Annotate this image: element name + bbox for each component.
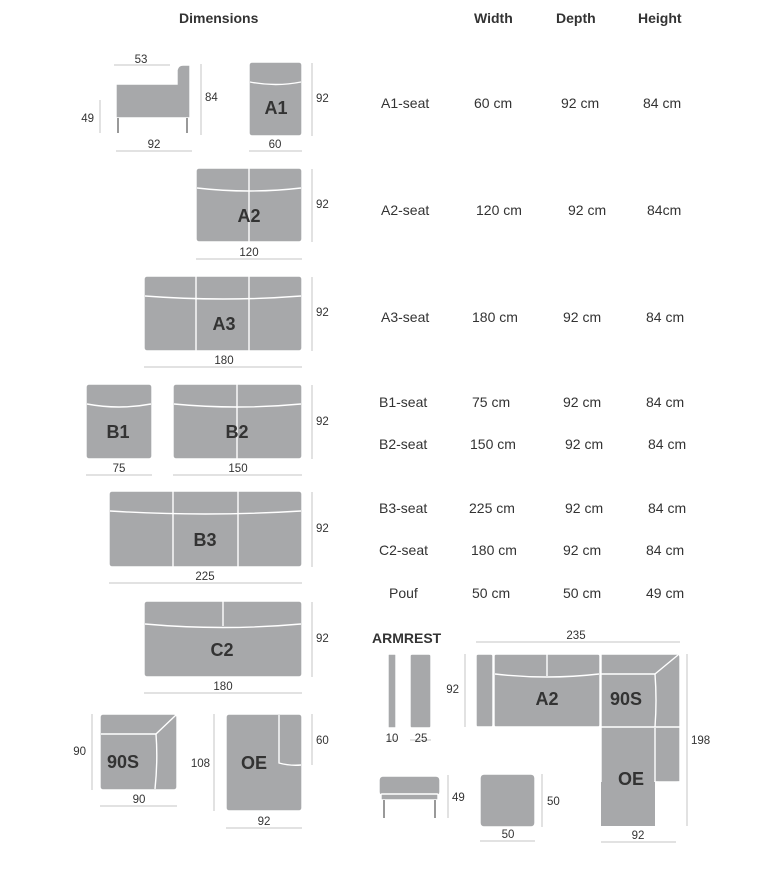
dim-label: 53 <box>134 54 148 66</box>
module-label: C2 <box>210 640 234 660</box>
row-width: 150 cm <box>470 436 516 452</box>
row-height: 84 cm <box>646 394 685 410</box>
c2-module-drawing <box>144 601 329 693</box>
dim-label: 92 <box>257 816 271 828</box>
dim-label: 90 <box>132 794 146 806</box>
a3-module-drawing <box>144 276 329 367</box>
row-width: 180 cm <box>471 542 517 558</box>
row-width: 120 cm <box>476 202 522 218</box>
row-depth: 92 cm <box>563 394 602 410</box>
dim-label: 92 <box>316 633 329 645</box>
row-depth: 92 cm <box>563 542 602 558</box>
dim-label: 92 <box>446 684 459 696</box>
row-width: 60 cm <box>474 95 513 111</box>
module-label: 90S <box>609 689 643 709</box>
dim-label: 180 <box>213 681 233 693</box>
row-name: A3-seat <box>381 309 430 325</box>
row-name: A1-seat <box>381 95 430 111</box>
dim-label: 150 <box>228 463 248 475</box>
row-name: B2-seat <box>379 436 428 452</box>
depth-header: Depth <box>556 10 596 26</box>
dim-label: 92 <box>631 830 645 842</box>
width-header: Width <box>474 10 513 26</box>
module-label: B1 <box>106 422 130 442</box>
90s-module-drawing <box>73 714 177 806</box>
dim-label: 235 <box>566 630 586 642</box>
row-depth: 92 cm <box>565 500 604 516</box>
pouf-top-drawing <box>480 774 560 841</box>
module-label: A2 <box>237 206 261 226</box>
dim-label: 25 <box>414 733 428 745</box>
dimensions-header: Dimensions <box>179 10 259 26</box>
dim-label: 180 <box>214 355 234 367</box>
dim-label: 90 <box>73 746 86 758</box>
armrest-drawing <box>386 654 431 745</box>
dim-label: 50 <box>547 796 560 808</box>
dim-label: 60 <box>268 139 282 151</box>
row-height: 84 cm <box>646 309 685 325</box>
side-profile-drawing <box>81 54 218 151</box>
row-height: 84 cm <box>643 95 682 111</box>
row-depth: 92 cm <box>563 309 602 325</box>
armrest-title: ARMREST <box>372 630 442 646</box>
dim-label: 50 <box>501 829 515 841</box>
dim-label: 108 <box>190 758 210 770</box>
a1-module-drawing <box>249 62 329 151</box>
dim-label: 225 <box>195 571 215 583</box>
row-name: Pouf <box>389 585 418 601</box>
dim-label: 120 <box>239 247 259 259</box>
row-depth: 92 cm <box>568 202 607 218</box>
row-height: 84cm <box>647 202 682 218</box>
row-name: B3-seat <box>379 500 428 516</box>
module-label: B3 <box>193 530 217 550</box>
row-width: 75 cm <box>472 394 511 410</box>
row-depth: 92 cm <box>565 436 604 452</box>
row-name: B1-seat <box>379 394 428 410</box>
module-label: 90S <box>106 752 140 772</box>
dim-label: 92 <box>316 523 329 535</box>
module-label: A1 <box>264 98 288 118</box>
dim-label: 92 <box>147 139 161 151</box>
row-height: 49 cm <box>646 585 685 601</box>
module-label: A2 <box>535 689 559 709</box>
height-header: Height <box>638 10 682 26</box>
dim-label: 92 <box>316 307 329 319</box>
b2-module-drawing <box>173 384 329 475</box>
dim-label: 49 <box>452 792 465 804</box>
row-height: 84 cm <box>646 542 685 558</box>
row-width: 180 cm <box>472 309 518 325</box>
a2-module-drawing <box>196 168 329 259</box>
dim-label: 198 <box>691 735 711 747</box>
dim-label: 84 <box>205 92 218 104</box>
row-width: 225 cm <box>469 500 515 516</box>
module-label: B2 <box>225 422 249 442</box>
module-label: OE <box>617 769 645 789</box>
oe-module-drawing <box>191 714 329 828</box>
b1-module-drawing <box>86 384 152 475</box>
dim-label: 75 <box>112 463 126 475</box>
row-width: 50 cm <box>472 585 511 601</box>
dim-label: 92 <box>316 93 329 105</box>
module-label: A3 <box>212 314 236 334</box>
row-name: C2-seat <box>379 542 429 558</box>
row-height: 84 cm <box>648 436 687 452</box>
row-depth: 50 cm <box>563 585 602 601</box>
dim-label: 92 <box>316 416 329 428</box>
dim-label: 10 <box>385 733 399 745</box>
row-name: A2-seat <box>381 202 430 218</box>
pouf-side-drawing <box>379 775 465 818</box>
module-label: OE <box>240 753 268 773</box>
dim-label: 60 <box>316 735 329 747</box>
row-depth: 92 cm <box>561 95 600 111</box>
dim-label: 92 <box>316 199 329 211</box>
row-height: 84 cm <box>648 500 687 516</box>
b3-module-drawing <box>109 491 329 583</box>
dim-label: 49 <box>81 113 94 125</box>
